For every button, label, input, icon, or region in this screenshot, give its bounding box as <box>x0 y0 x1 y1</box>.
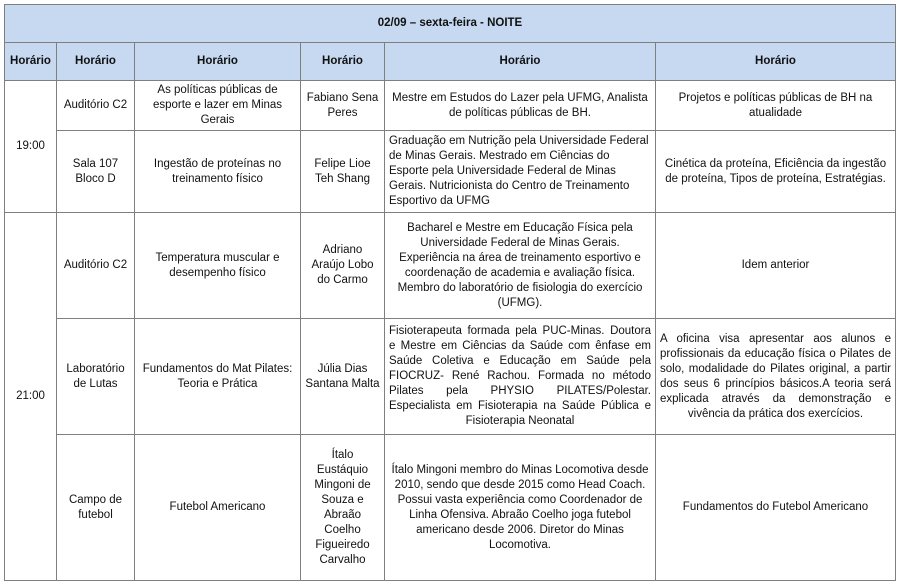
bio-cell: Graduação em Nutrição pela Universidade Federal de Minas Gerais. Mestrado em Ciências do Esporte pela Universidade Federal de Minas Gerais. Nutricionista do Centro de Treinamento Esportivo da UFMG <box>385 131 656 213</box>
topic-cell: Temperatura muscular e desempenho físico <box>135 213 301 319</box>
column-header: Horário <box>301 43 385 81</box>
content-cell: Idem anterior <box>656 213 896 319</box>
speaker-cell: Júlia Dias Santana Malta <box>301 319 385 435</box>
bio-cell: Ítalo Mingoni membro do Minas Locomotiva desde 2010, sendo que desde 2015 como Head Coach. Possui vasta experiência como Coordenador de Linha Ofensiva. Abraão Coelho joga futebol americano desde 2006. Diretor do Minas Locomotiva. <box>385 435 656 581</box>
location-cell: Auditório C2 <box>57 213 135 319</box>
column-header: Horário <box>5 43 57 81</box>
bio-cell: Bacharel e Mestre em Educação Física pela Universidade Federal de Minas Gerais. Experiência na área de treinamento esportivo e coordenação de academia e avaliação física. Membro do laboratório de fisiologia do exercício (UFMG). <box>385 213 656 319</box>
location-cell: Campo de futebol <box>57 435 135 581</box>
time-cell: 19:00 <box>5 81 57 213</box>
location-cell: Laboratório de Lutas <box>57 319 135 435</box>
content-cell: Fundamentos do Futebol Americano <box>656 435 896 581</box>
topic-cell: Futebol Americano <box>135 435 301 581</box>
content-cell: A oficina visa apresentar aos alunos e profissionais da educação física o Pilates de solo, modalidade do Pilates original, a partir dos seus 6 princípios básicos.A teoria será explicada através da demonstração e vivência da prática dos exercícios. <box>656 319 896 435</box>
schedule-table <box>4 4 896 581</box>
column-header: Horário <box>385 43 656 81</box>
column-header: Horário <box>57 43 135 81</box>
table-row <box>5 131 896 213</box>
table-row <box>5 81 896 131</box>
topic-cell: Fundamentos do Mat Pilates: Teoria e Prática <box>135 319 301 435</box>
table-title: 02/09 – sexta-feira - NOITE <box>5 5 896 43</box>
speaker-cell: Felipe Lioe Teh Shang <box>301 131 385 213</box>
content-cell: Projetos e políticas públicas de BH na atualidade <box>656 81 896 131</box>
column-header: Horário <box>656 43 896 81</box>
table-row <box>5 435 896 581</box>
column-header: Horário <box>135 43 301 81</box>
bio-cell: Fisioterapeuta formada pela PUC-Minas. Doutora e Mestre em Ciências da Saúde com ênfase em Saúde Coletiva e Educação em Saúde pela FIOCRUZ- René Rachou. Formada no método Pilates pela PHYSIO PILATES/Polestar. Especialista em Fisioterapia na Saúde Pública e Fisioterapia Neonatal <box>385 319 656 435</box>
bio-cell: Mestre em Estudos do Lazer pela UFMG, Analista de políticas públicas de BH. <box>385 81 656 131</box>
location-cell: Auditório C2 <box>57 81 135 131</box>
topic-cell: As políticas públicas de esporte e lazer em Minas Gerais <box>135 81 301 131</box>
time-cell: 21:00 <box>5 213 57 581</box>
header-row <box>5 43 896 81</box>
table-row <box>5 213 896 319</box>
speaker-cell: Adriano Araújo Lobo do Carmo <box>301 213 385 319</box>
topic-cell: Ingestão de proteínas no treinamento físico <box>135 131 301 213</box>
table-row <box>5 319 896 435</box>
speaker-cell: Fabiano Sena Peres <box>301 81 385 131</box>
content-cell: Cinética da proteína, Eficiência da ingestão de proteína, Tipos de proteína, Estratégias. <box>656 131 896 213</box>
speaker-cell: Ítalo Eustáquio Mingoni de Souza e Abraão Coelho Figueiredo Carvalho <box>301 435 385 581</box>
location-cell: Sala 107 Bloco D <box>57 131 135 213</box>
title-row <box>5 5 896 43</box>
